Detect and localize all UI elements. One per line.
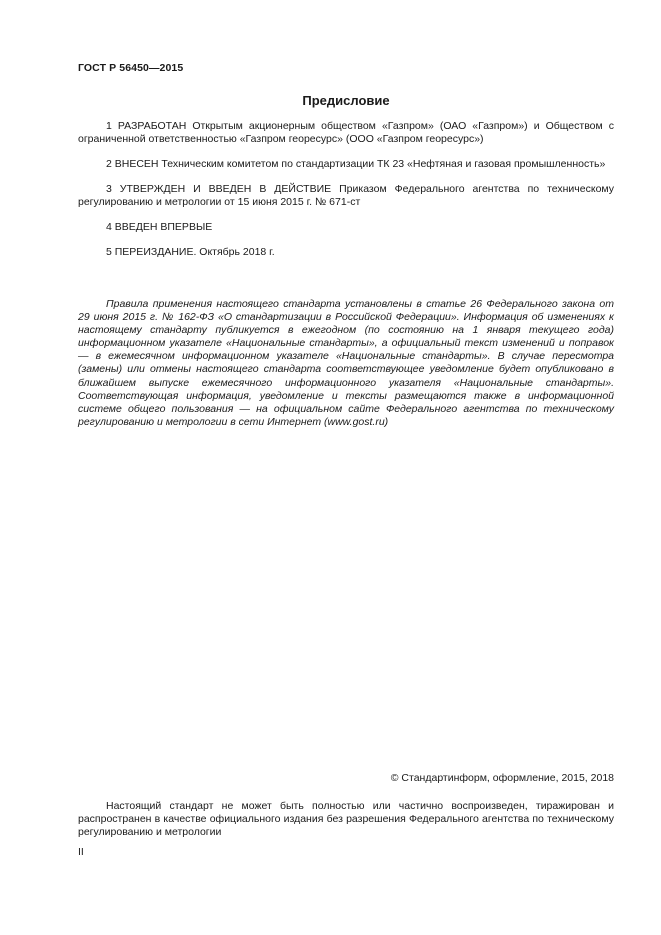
application-rules-notice: Правила применения настоящего стандарта установлены в статье 26 Федерального закона от 29 июня 2015 г. № 162-ФЗ «О стандартизации в Российской Федерации». Информация об изменениях к настоящему стандарту публикуется в ежегодном (по состоянию на 1 января текущего года) информационном указателе «Национальные стандарты», а официальный текст изменений и поправок — в ежемесячном информационном указателе «Национальные стандарты». В случае пересмотра (замены) или отмены настоящего стандарта соответствующее уведомление будет опубликовано в ближайшем выпуске ежемесячного информационного указателя «Национальные стандарты». Соответствующая информация, уведомление и тексты размещаются также в информационной системе общего пользования — на официальном сайте Федерального агентства по техническому регулированию и метрологии в сети Интернет (www.gost.ru) [78, 298, 614, 428]
foreword-item-submitted: 2 ВНЕСЕН Техническим комитетом по стандартизации ТК 23 «Нефтяная и газовая промышленность» [106, 158, 606, 170]
reproduction-rights-notice: Настоящий стандарт не может быть полностью или частично воспроизведен, тиражирован и распространен в качестве официального издания без разрешения Федерального агентства по техническому регулированию и метрологии [78, 800, 614, 838]
foreword-item-introduced: 4 ВВЕДЕН ВПЕРВЫЕ [106, 221, 213, 233]
foreword-item-developed: 1 РАЗРАБОТАН Открытым акционерным обществом «Газпром» (ОАО «Газпром») и Обществом с ограниченной ответственностью «Газпром георесурс» (ООО «Газпром георесурс») [78, 120, 614, 145]
copyright-line: © Стандартинформ, оформление, 2015, 2018 [390, 772, 614, 784]
section-title: Предисловие [302, 93, 390, 108]
standard-designation: ГОСТ Р 56450—2015 [78, 62, 184, 74]
foreword-items [78, 120, 614, 271]
foreword-item-approved: 3 УТВЕРЖДЕН И ВВЕДЕН В ДЕЙСТВИЕ Приказом Федерального агентства по техническому регулированию и метрологии от 15 июня 2015 г. № 671-ст [78, 183, 614, 208]
foreword-item-reissue: 5 ПЕРЕИЗДАНИЕ. Октябрь 2018 г. [106, 246, 275, 258]
page-number: II [78, 846, 84, 858]
